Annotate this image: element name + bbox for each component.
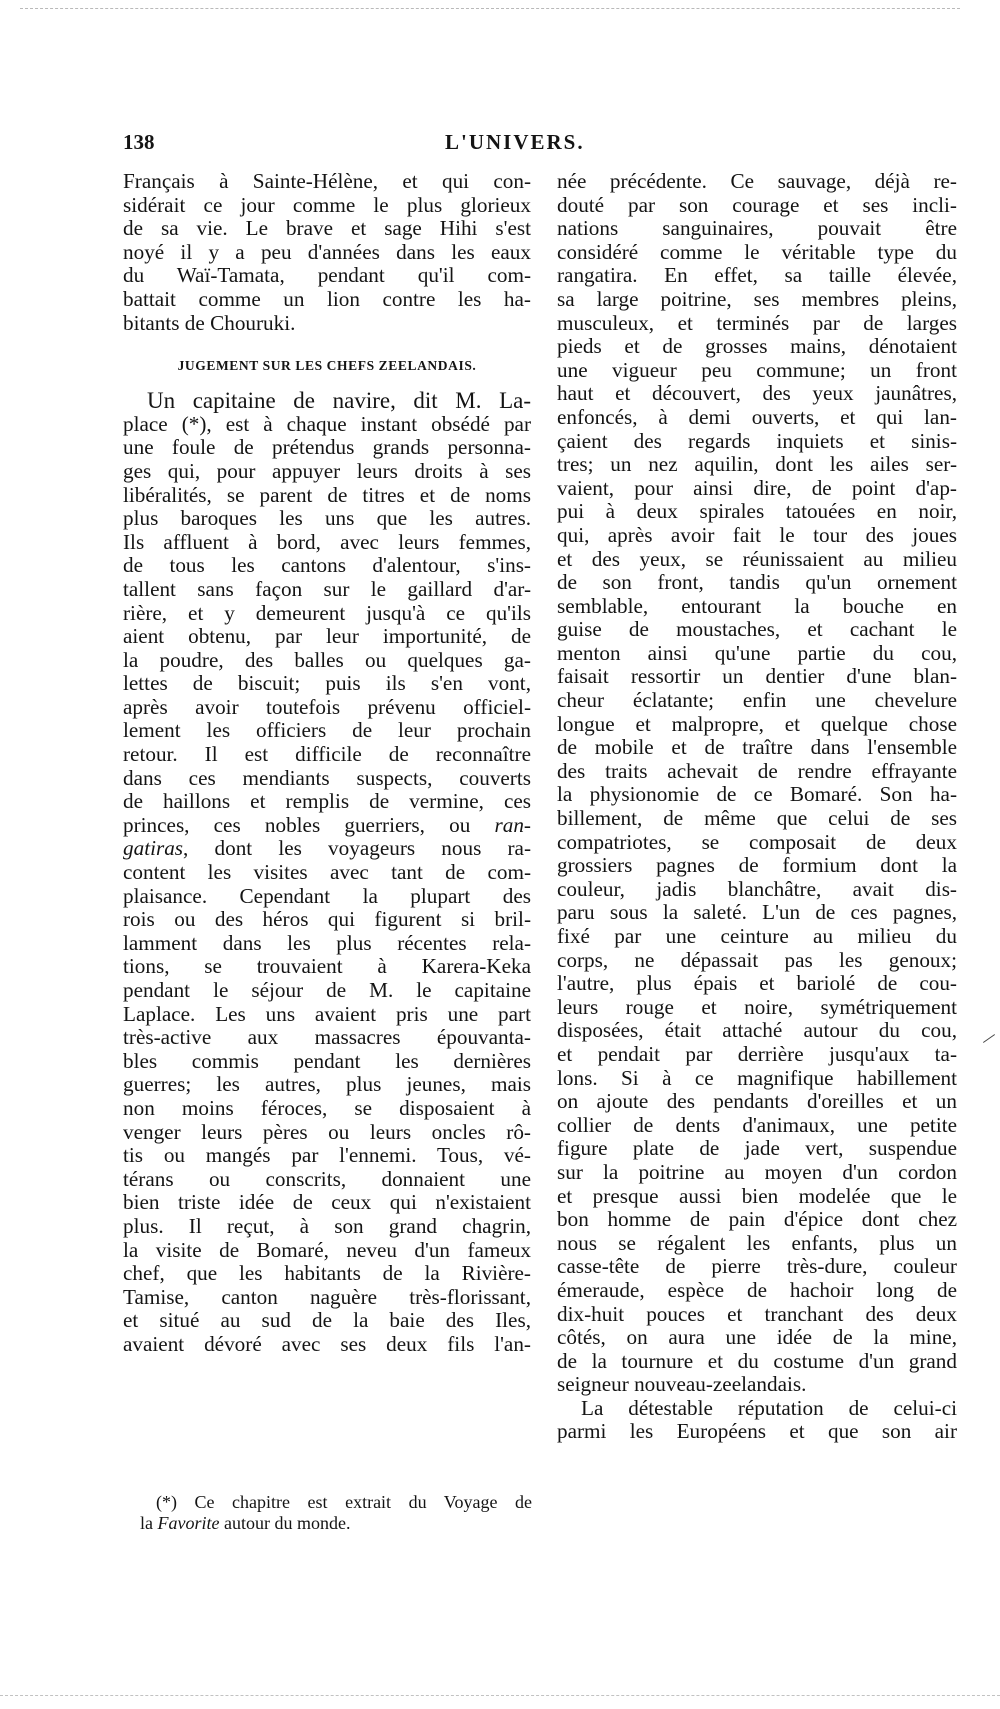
text-line: de mobile et de traître dans l'ensemble xyxy=(557,735,957,760)
text-line: considéré comme le véritable type du xyxy=(557,239,957,264)
text-line: de sa vie. Le brave et sage Hihi s'est xyxy=(123,216,531,241)
text-line: dans ces mendiants suspects, couverts xyxy=(123,765,531,790)
text-line: une vigueur peu commune; un front xyxy=(557,357,957,382)
text-line: après avoir toutefois prévenu officiel- xyxy=(123,694,531,719)
text-line: parmi les Européens et que son air xyxy=(557,1419,957,1444)
text-line: billement, de même que celui de ses xyxy=(557,806,957,831)
text-line: tions, se trouvaient à Karera-Keka xyxy=(123,954,531,979)
page-number: 138 xyxy=(123,130,155,154)
text-line: chef, que les habitants de la Rivière- xyxy=(123,1261,531,1286)
text-line: libéralités, se parent de titres et de noms xyxy=(123,482,531,507)
text-line: casse-tête de pierre très-dure, couleur xyxy=(557,1254,957,1279)
text-line: sur la poitrine au moyen d'un cordon xyxy=(557,1159,957,1184)
text-line: bien triste idée de ceux qui n'existaient xyxy=(123,1190,531,1215)
right-column xyxy=(557,170,957,1444)
margin-mark xyxy=(983,1034,995,1043)
text-line: Tamise, canton naguère très-florissant, xyxy=(123,1284,531,1309)
text-fragment: , dont les voyageurs nous ra- xyxy=(183,836,531,861)
text-line: et situé au sud de la baie des Iles, xyxy=(123,1308,531,1333)
text-line: une foule de prétendus grands personna- xyxy=(123,435,531,460)
text-line: de tous les cantons d'alentour, s'ins- xyxy=(123,553,531,578)
text-line: lement les officiers de leur prochain xyxy=(123,718,531,743)
text-line: pui à deux spirales tatouées en noir, xyxy=(557,499,957,524)
text-line: bles commis pendant les dernières xyxy=(123,1048,531,1073)
footnote xyxy=(140,1492,532,1534)
text-line: disposées, était attaché autour du cou, xyxy=(557,1018,957,1043)
text-line: noyé il y a peu d'années dans les eaux xyxy=(123,239,531,264)
text-fragment: autour du monde. xyxy=(219,1513,351,1533)
text-line: la physionomie de ce Bomaré. Son ha- xyxy=(557,782,957,807)
text-line: çaient des regards inquiets et sinis- xyxy=(557,428,957,453)
text-line: née précédente. Ce sauvage, déjà re- xyxy=(557,169,957,193)
text-line: corps, ne dépassait pas les genoux; xyxy=(557,947,957,972)
text-line: longue et malpropre, et quelque chose xyxy=(557,711,957,736)
text-line: de son front, tandis qu'un ornement xyxy=(557,570,957,595)
text-line: Laplace. Les uns avaient pris une part xyxy=(123,1001,531,1026)
footnote-line: (*) Ce chapitre est extrait du Voyage de xyxy=(156,1492,532,1512)
text-line: battait comme un lion contre les ha- xyxy=(123,286,531,311)
text-line: plus. Il reçut, à son grand chagrin, xyxy=(123,1213,531,1238)
italic-word: gatiras xyxy=(123,836,184,861)
text-line: non moins féroces, se disposaient à xyxy=(123,1095,531,1120)
text-line: enfoncés, à demi ouverts, et qui lan- xyxy=(557,404,957,429)
text-line: semblable, entourant la bouche en xyxy=(557,593,957,618)
footnote-line xyxy=(140,1513,532,1534)
text-line: tres; un nez aquilin, dont les ailes ser- xyxy=(557,452,957,477)
text-line: émeraude, espèce de hachoir long de xyxy=(557,1277,957,1302)
journal-title: L'UNIVERS. xyxy=(445,130,585,154)
text-line: aient obtenu, par leur importunité, de xyxy=(123,624,531,649)
text-line: rois ou des héros qui figurent si bril- xyxy=(123,907,531,932)
text-line: grossiers pagnes de formium dont la xyxy=(557,853,957,878)
text-line: menton ainsi qu'une partie du cou, xyxy=(557,640,957,665)
text-line: pieds et de grosses mains, dénotaient xyxy=(557,334,957,359)
italic-word: ran- xyxy=(494,812,531,837)
text-line: place (*), est à chaque instant obsédé par xyxy=(123,411,531,436)
text-line: guise de moustaches, et cachant le xyxy=(557,617,957,642)
text-line: venger leurs pères ou leurs oncles rô- xyxy=(123,1119,531,1144)
text-line: côtés, on aura une idée de la mine, xyxy=(557,1325,957,1350)
text-line: des traits achevait de rendre effrayante xyxy=(557,758,957,783)
text-line: sidérait ce jour comme le plus glorieux xyxy=(123,192,531,217)
text-line: tis ou mangés par l'ennemi. Tous, vé- xyxy=(123,1143,531,1168)
section-heading: JUGEMENT SUR LES CHEFS ZEELANDAIS. xyxy=(177,358,477,374)
text-line: leurs rouge et noire, symétriquement xyxy=(557,994,957,1019)
text-line: faisait ressortir un dentier d'une blan- xyxy=(557,664,957,689)
text-line-with-italic xyxy=(123,814,531,838)
text-line: guerres; les autres, plus jeunes, mais xyxy=(123,1072,531,1097)
text-line: La détestable réputation de celui-ci xyxy=(581,1395,957,1420)
text-line: Ils affluent à bord, avec leurs femmes, xyxy=(123,529,531,554)
running-head xyxy=(123,130,957,160)
text-line: rière, et y demeurent jusqu'à ce qu'ils xyxy=(123,600,531,625)
left-column xyxy=(123,170,531,1357)
text-line: la visite de Bomaré, neveu d'un fameux xyxy=(123,1237,531,1262)
text-line: plaisance. Cependant la plupart des xyxy=(123,883,531,908)
text-line: bon homme de pain d'épice dont chez xyxy=(557,1207,957,1232)
italic-ship-name: Favorite xyxy=(157,1513,220,1533)
text-line: bitants de Chouruki. xyxy=(123,310,296,335)
text-fragment: la xyxy=(140,1513,158,1533)
text-line: lons. Si à ce magnifique habillement xyxy=(557,1065,957,1090)
text-line: couleur, jadis blanchâtre, avait dis- xyxy=(557,876,957,901)
text-line: seigneur nouveau-zeelandais. xyxy=(557,1372,807,1397)
text-line: pendant le séjour de M. le capitaine xyxy=(123,978,531,1002)
text-line: et pendait par derrière jusqu'aux ta- xyxy=(557,1041,957,1066)
text-line: fixé par une ceinture au milieu du xyxy=(557,924,957,948)
text-line: musculeux, et terminés par de larges xyxy=(557,310,957,335)
text-line: content les visites avec tant de com- xyxy=(123,860,531,885)
text-line: et presque aussi bien modelée que le xyxy=(557,1183,957,1208)
text-line: rangatira. En effet, sa taille élevée, xyxy=(557,263,957,288)
text-line: ges qui, pour appuyer leurs droits à ses xyxy=(123,458,531,483)
scan-edge-bottom xyxy=(0,1695,1000,1698)
text-line: l'autre, plus épais et bariolé de cou- xyxy=(557,971,957,996)
text-line: lettes de biscuit; puis ils s'en vont, xyxy=(123,671,531,696)
text-line: collier de dents d'animaux, une petite xyxy=(557,1112,957,1137)
text-line: la poudre, des balles ou quelques ga- xyxy=(123,647,531,672)
text-line-with-italic xyxy=(123,837,531,861)
text-line: figure plate de jade vert, suspendue xyxy=(557,1136,957,1161)
text-line: dix-huit pouces et tranchant des deux xyxy=(557,1301,957,1326)
text-line: Français à Sainte-Hélène, et qui con- xyxy=(123,169,531,193)
text-fragment: princes, ces nobles guerriers, ou xyxy=(123,812,495,837)
text-line: paru sous la saleté. L'un de ces pagnes, xyxy=(557,900,957,925)
text-line: nations sanguinaires, pouvait être xyxy=(557,216,957,241)
text-line: du Waï-Tamata, pendant qu'il com- xyxy=(123,263,531,288)
text-line: nous se régalent les enfants, plus un xyxy=(557,1230,957,1255)
text-line: Un capitaine de navire, dit M. La- xyxy=(147,388,531,414)
text-line: térans ou conscrits, donnaient une xyxy=(123,1166,531,1191)
text-line: on ajoute des pendants d'oreilles et un xyxy=(557,1089,957,1114)
text-line: de la tournure et du costume d'un grand xyxy=(557,1348,957,1373)
text-line: qui, après avoir fait le tour des joues xyxy=(557,522,957,547)
text-line: vaient, pour ainsi dire, de point d'ap- xyxy=(557,475,957,500)
text-line: haut et découvert, des yeux jaunâtres, xyxy=(557,381,957,406)
text-line: lamment dans les plus récentes rela- xyxy=(123,930,531,955)
text-line: douté par son courage et ses incli- xyxy=(557,192,957,217)
text-line: plus baroques les uns que les autres. xyxy=(123,506,531,531)
text-line: et des yeux, se réunissaient au milieu xyxy=(557,546,957,571)
text-line: cheur éclatante; enfin une chevelure xyxy=(557,688,957,713)
text-line: avaient dévoré avec ses deux fils l'an- xyxy=(123,1331,531,1356)
text-line: de haillons et remplis de vermine, ces xyxy=(123,789,531,814)
scan-edge-top xyxy=(20,8,960,11)
text-line: tallent sans façon sur le gaillard d'ar- xyxy=(123,576,531,601)
text-line: sa large poitrine, ses membres pleins, xyxy=(557,286,957,311)
text-line: très-active aux massacres épouvanta- xyxy=(123,1025,531,1050)
text-line: retour. Il est difficile de reconnaître xyxy=(123,742,531,767)
text-line: compatriotes, se composait de deux xyxy=(557,829,957,854)
